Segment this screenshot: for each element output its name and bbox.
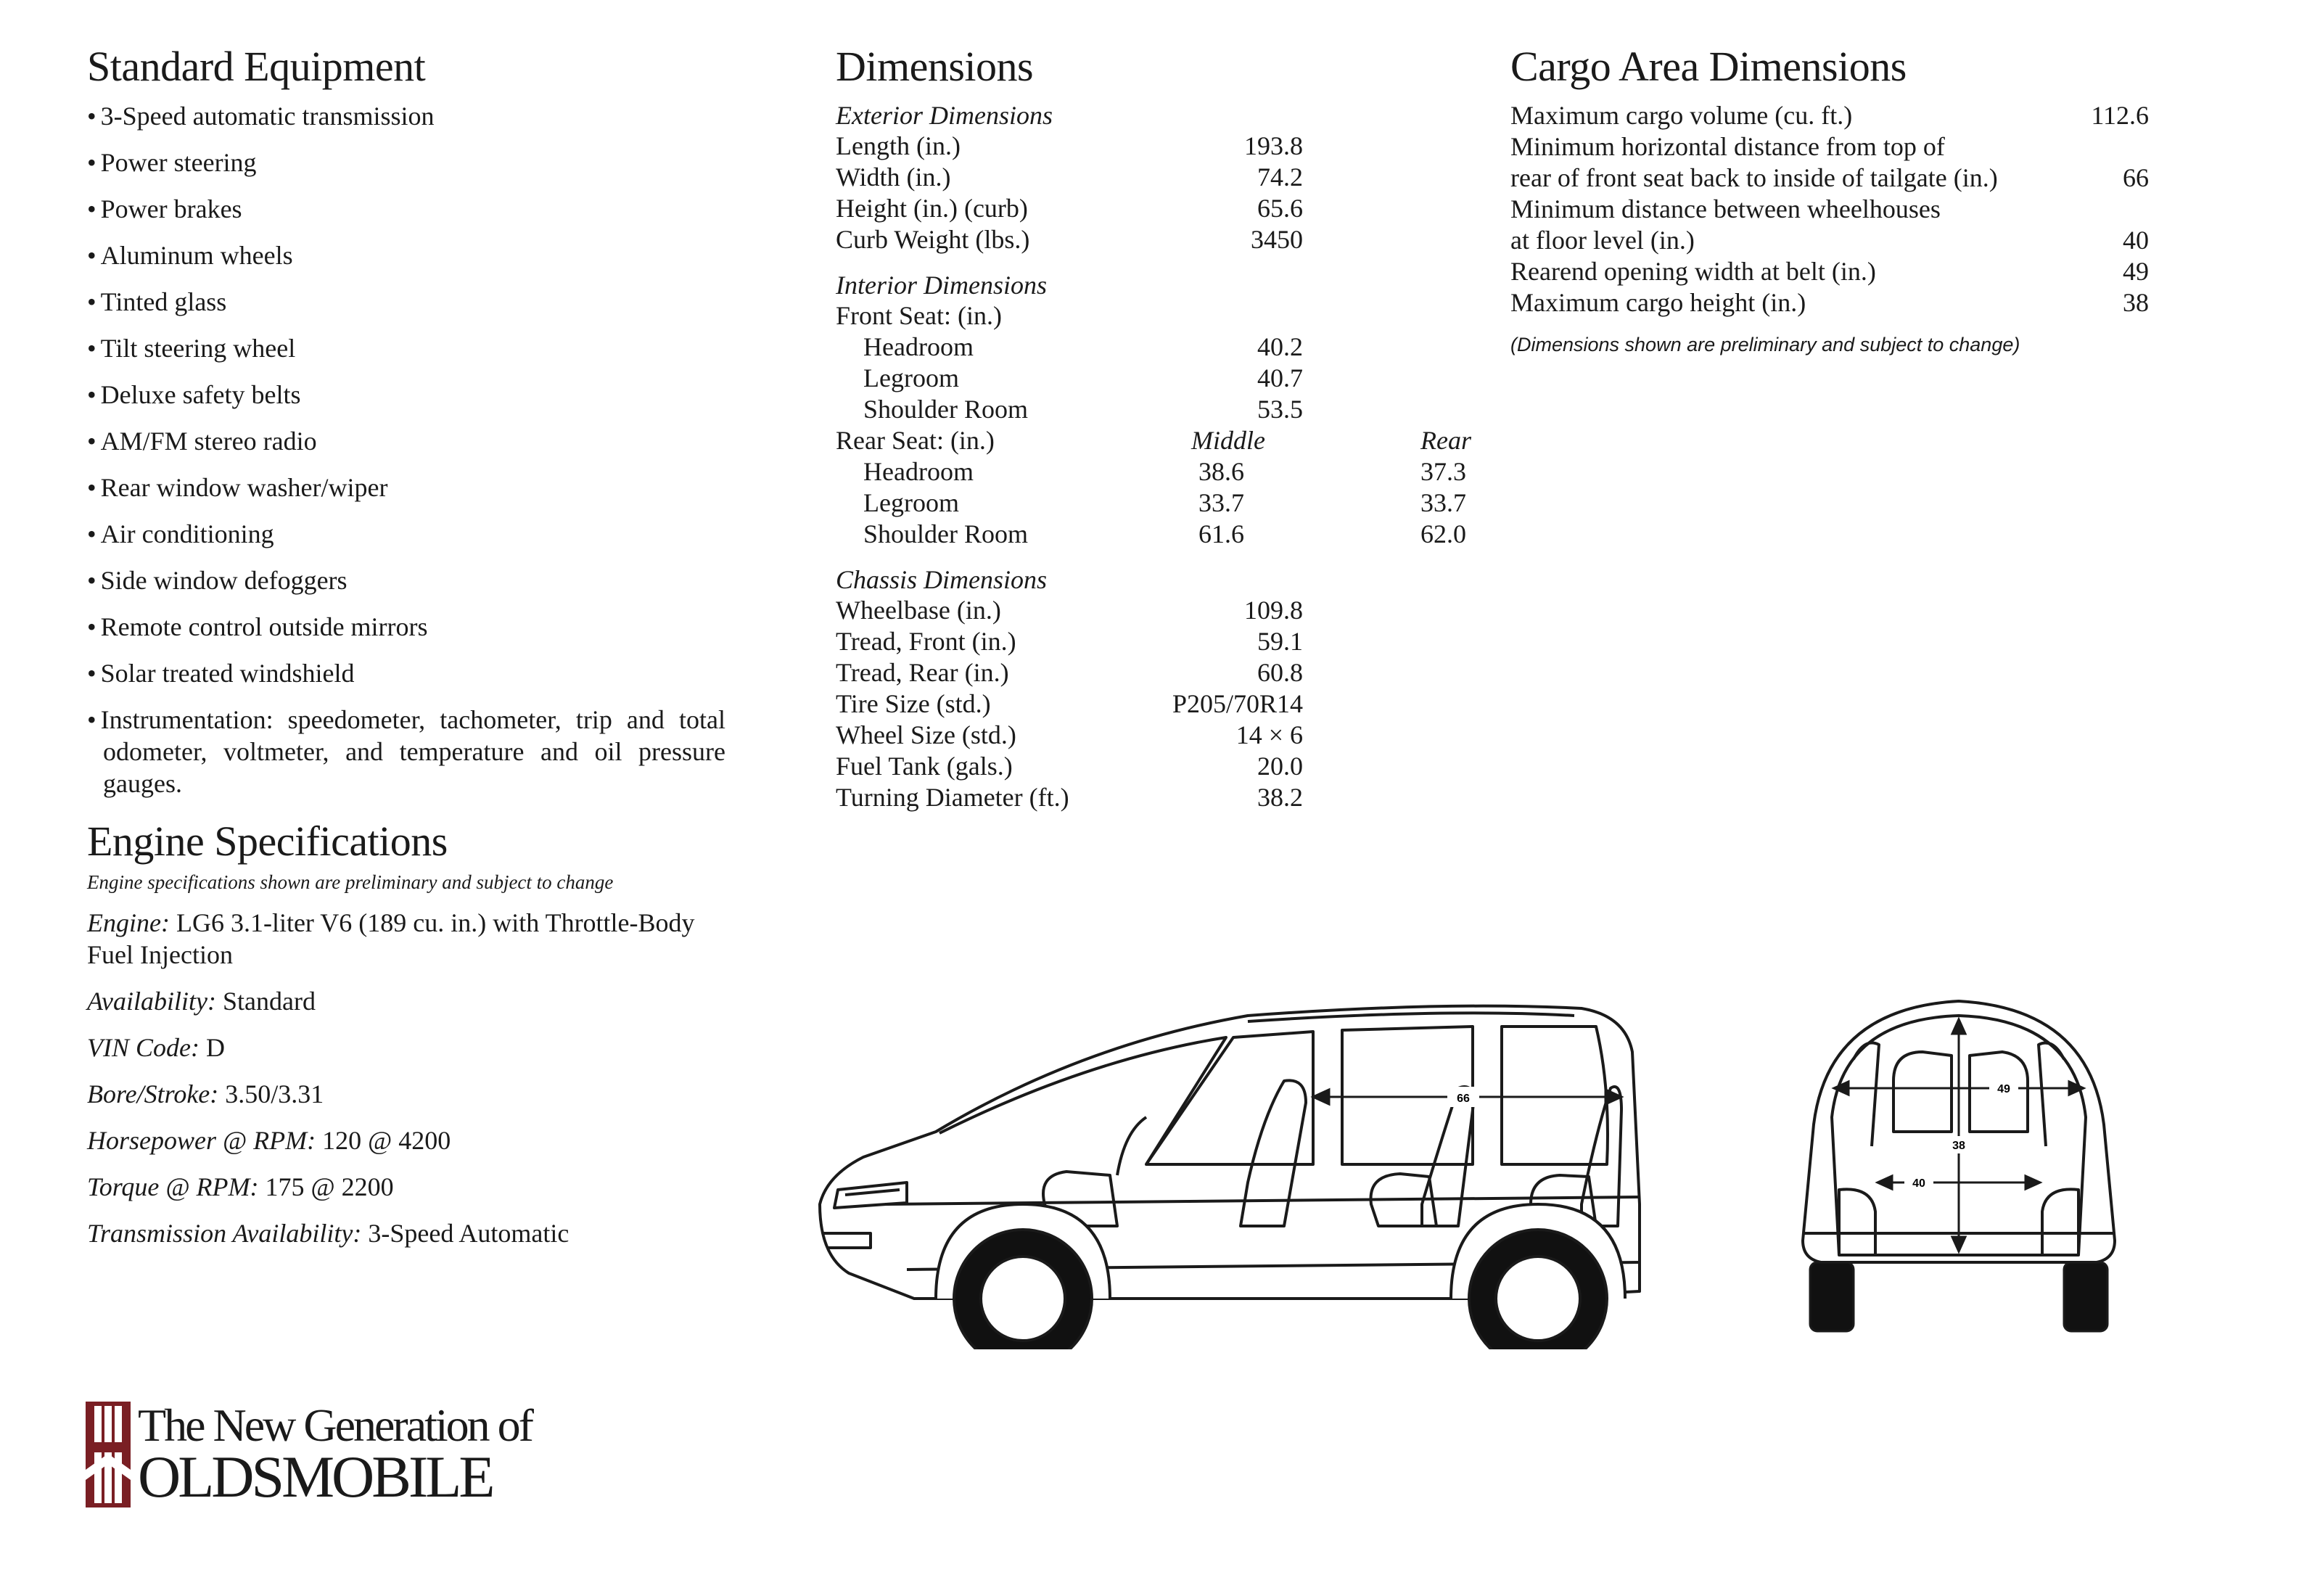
row-label: Minimum distance between wheelhouses	[1510, 194, 1941, 223]
spec-horsepower	[87, 1124, 725, 1156]
list-item: • AM/FM stereo radio	[87, 425, 725, 457]
exterior-heading: Exterior Dimensions	[836, 101, 1053, 130]
spec-value: 120 @ 4200	[322, 1126, 451, 1155]
row-label: Height (in.) (curb)	[836, 194, 1028, 223]
rear-seat-label: Rear Seat: (in.)	[836, 426, 995, 455]
rear-width-label: 49	[1997, 1083, 2010, 1095]
table-row	[836, 519, 1489, 550]
list-item: • Deluxe safety belts	[87, 379, 725, 411]
row-value: 60.8	[1257, 658, 1303, 687]
row-label: Tire Size (std.)	[836, 689, 991, 718]
table-row	[1510, 256, 2149, 287]
row-label: Maximum cargo height (in.)	[1510, 288, 1806, 317]
list-item: • Power brakes	[87, 193, 725, 225]
table-row	[836, 394, 1489, 425]
row-label: Length (in.)	[836, 131, 961, 160]
row-value: 38	[2123, 288, 2149, 317]
row-value: 49	[2123, 257, 2149, 286]
table-row	[836, 456, 1489, 488]
table-row	[836, 193, 1489, 224]
minivan-side-view-illustration	[805, 987, 1727, 1349]
table-row	[836, 720, 1489, 751]
row-label: Tread, Front (in.)	[836, 627, 1016, 656]
table-row	[836, 595, 1489, 626]
row-label: Wheelbase (in.)	[836, 596, 1001, 625]
list-item: • Tilt steering wheel	[87, 332, 725, 364]
spec-value: 175 @ 2200	[265, 1172, 394, 1201]
spec-key: Availability:	[87, 987, 216, 1016]
chassis-heading: Chassis Dimensions	[836, 565, 1048, 594]
row-label: Headroom	[863, 332, 974, 361]
oldsmobile-logo	[84, 1399, 532, 1510]
rear-value: 33.7	[1420, 488, 1466, 517]
list-item: • Rear window washer/wiper	[87, 472, 725, 503]
rear-height-label: 38	[1952, 1140, 1965, 1152]
minivan-rear-view-illustration	[1785, 987, 2133, 1349]
rocket-emblem-icon	[84, 1400, 132, 1509]
list-item: • Aluminum wheels	[87, 239, 725, 271]
spec-value: 3.50/3.31	[225, 1079, 324, 1108]
row-label: Minimum horizontal distance from top of	[1510, 132, 1945, 161]
list-item: • Side window defoggers	[87, 564, 725, 596]
equipment-list	[87, 100, 725, 799]
table-row	[836, 131, 1489, 162]
standard-equipment-section	[87, 41, 725, 799]
list-item: • Tinted glass	[87, 286, 725, 318]
engine-note: Engine specifications shown are preliminary and subject to change	[87, 871, 614, 893]
rear-column-head: Rear	[1420, 426, 1471, 455]
row-value: 112.6	[2091, 101, 2149, 130]
spec-key: Bore/Stroke:	[87, 1079, 219, 1108]
table-row	[1510, 287, 2149, 318]
spec-key: Transmission Availability:	[87, 1219, 362, 1248]
row-label: rear of front seat back to inside of tailgate (in.)	[1510, 163, 1998, 192]
row-value: 14 × 6	[1235, 720, 1303, 749]
row-value: 3450	[1251, 225, 1303, 254]
row-value: 59.1	[1257, 627, 1303, 656]
row-label: Maximum cargo volume (cu. ft.)	[1510, 101, 1853, 130]
row-value: 74.2	[1257, 163, 1303, 192]
row-value: 40	[2123, 226, 2149, 255]
middle-value: 33.7	[1198, 488, 1244, 517]
row-label: Shoulder Room	[863, 519, 1029, 548]
row-label: at floor level (in.)	[1510, 226, 1695, 255]
table-row	[836, 300, 1489, 332]
spec-value: 3-Speed Automatic	[368, 1219, 569, 1248]
list-item: • Remote control outside mirrors	[87, 611, 725, 643]
spec-vin-code	[87, 1032, 725, 1064]
engine-specifications-title: Engine Specifications	[87, 818, 448, 865]
table-row	[836, 224, 1489, 255]
row-value: 20.0	[1257, 752, 1303, 781]
spec-key: Engine:	[87, 908, 170, 937]
table-row	[836, 363, 1489, 394]
spec-value: D	[205, 1033, 225, 1062]
logo-tagline: The New Generation of	[138, 1399, 532, 1451]
row-value: P205/70R14	[1172, 689, 1303, 718]
cargo-note: (Dimensions shown are preliminary and subject to change)	[1510, 334, 2020, 355]
standard-equipment-title: Standard Equipment	[87, 43, 426, 90]
table-row	[1510, 100, 2149, 131]
side-length-label: 66	[1457, 1093, 1470, 1105]
spec-engine	[87, 907, 725, 971]
cargo-column	[1510, 41, 2149, 358]
table-row	[1510, 131, 2149, 163]
row-value: 53.5	[1257, 395, 1303, 424]
cargo-title: Cargo Area Dimensions	[1510, 43, 1907, 90]
row-value: 66	[2123, 163, 2149, 192]
table-row	[836, 162, 1489, 193]
row-value: 38.2	[1257, 783, 1303, 812]
table-row	[1510, 163, 2149, 194]
row-value: 109.8	[1244, 596, 1303, 625]
dimensions-column	[836, 41, 1489, 813]
front-seat-label: Front Seat: (in.)	[836, 301, 1002, 330]
rear-floor-label: 40	[1912, 1177, 1925, 1190]
list-item: • Air conditioning	[87, 518, 725, 550]
middle-column-head: Middle	[1191, 426, 1265, 455]
spec-value: Standard	[222, 987, 316, 1016]
table-row	[1510, 194, 2149, 225]
table-row	[1510, 225, 2149, 256]
list-item: • Instrumentation: speedometer, tachometer, trip and total odometer, voltmeter, and temperature and oil pressure gauges.	[87, 704, 725, 799]
spec-availability	[87, 985, 725, 1017]
table-row	[836, 688, 1489, 720]
list-item: • Power steering	[87, 147, 725, 178]
row-label: Tread, Rear (in.)	[836, 658, 1009, 687]
row-value: 193.8	[1244, 131, 1303, 160]
row-label: Legroom	[863, 488, 959, 517]
list-item: • Solar treated windshield	[87, 657, 725, 689]
spec-key: Torque @ RPM:	[87, 1172, 259, 1201]
dimensions-title: Dimensions	[836, 43, 1034, 90]
row-value: 40.2	[1257, 332, 1303, 361]
row-label: Wheel Size (std.)	[836, 720, 1016, 749]
spec-value: LG6 3.1-liter V6 (189 cu. in.) with Throttle-Body Fuel Injection	[87, 908, 695, 969]
engine-specifications-section	[87, 815, 725, 1249]
spec-bore-stroke	[87, 1078, 725, 1110]
table-row	[836, 751, 1489, 782]
table-row	[836, 488, 1489, 519]
row-label: Shoulder Room	[863, 395, 1029, 424]
spec-torque	[87, 1171, 725, 1203]
row-label: Rearend opening width at belt (in.)	[1510, 257, 1876, 286]
table-row	[836, 332, 1489, 363]
table-row	[836, 782, 1489, 813]
row-value: 65.6	[1257, 194, 1303, 223]
rear-value: 62.0	[1420, 519, 1466, 548]
list-item: • 3-Speed automatic transmission	[87, 100, 725, 132]
row-label: Legroom	[863, 363, 959, 392]
table-row	[836, 657, 1489, 688]
row-value: 40.7	[1257, 363, 1303, 392]
row-label: Fuel Tank (gals.)	[836, 752, 1013, 781]
rear-value: 37.3	[1420, 457, 1466, 486]
interior-heading: Interior Dimensions	[836, 271, 1047, 300]
table-row	[836, 425, 1489, 456]
middle-value: 61.6	[1198, 519, 1244, 548]
spec-transmission	[87, 1217, 725, 1249]
spec-key: Horsepower @ RPM:	[87, 1126, 316, 1155]
row-label: Curb Weight (lbs.)	[836, 225, 1030, 254]
row-label: Turning Diameter (ft.)	[836, 783, 1069, 812]
table-row	[836, 626, 1489, 657]
row-label: Headroom	[863, 457, 974, 486]
row-label: Width (in.)	[836, 163, 951, 192]
left-column	[87, 41, 725, 1264]
logo-wordmark: OLDSMOBILE	[138, 1444, 493, 1510]
middle-value: 38.6	[1198, 457, 1244, 486]
spec-key: VIN Code:	[87, 1033, 200, 1062]
